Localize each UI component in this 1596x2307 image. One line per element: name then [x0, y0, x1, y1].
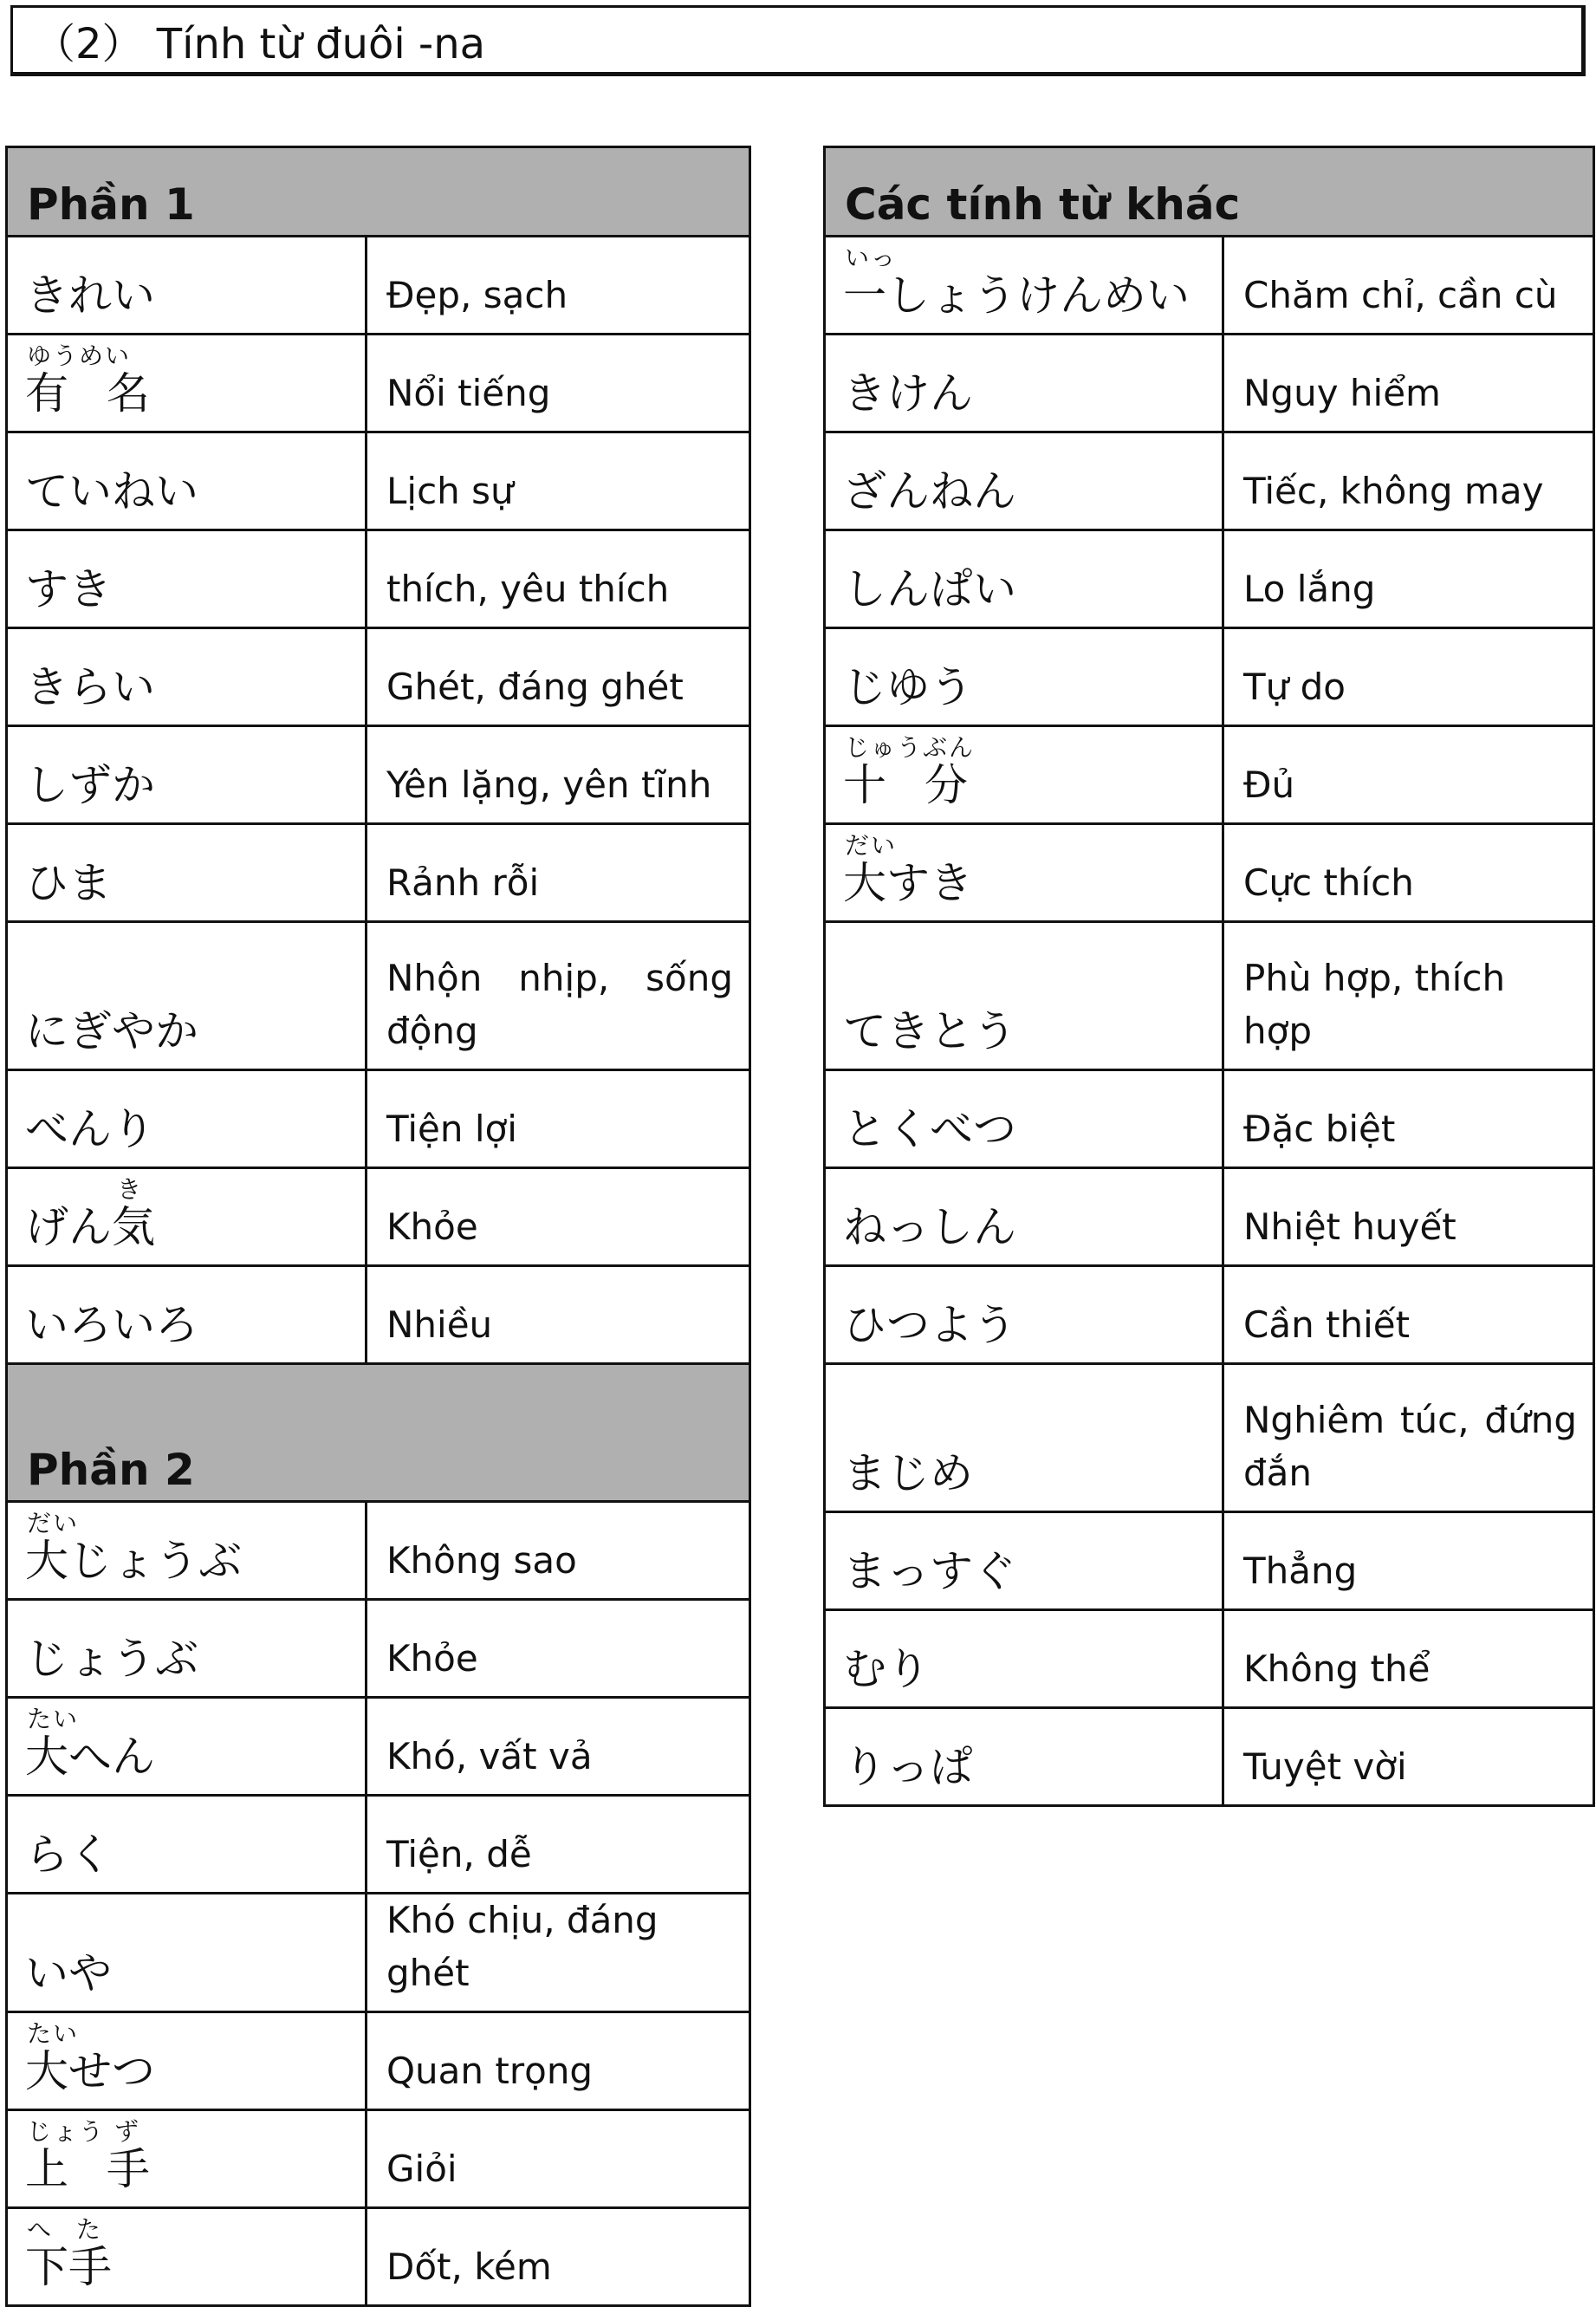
vietnamese-meaning: Đặc biệt	[1223, 1070, 1594, 1168]
kanji-word: 大じょうぶ	[25, 1536, 242, 1586]
kanji-word: 下手	[25, 2241, 112, 2292]
vietnamese-meaning: Nhiều	[367, 1266, 750, 1364]
vietnamese-meaning: Khỏe	[367, 1600, 750, 1698]
japanese-word	[7, 2207, 367, 2305]
vietnamese-meaning: Đẹp, sạch	[367, 237, 750, 335]
furigana: ゆうめい	[27, 341, 132, 370]
table-row	[825, 335, 1594, 432]
japanese-word: てきとう	[825, 922, 1223, 1070]
vietnamese-meaning: Giỏi	[367, 2109, 750, 2207]
table-row	[825, 237, 1594, 335]
japanese-word: むり	[825, 1610, 1223, 1708]
vietnamese-meaning: Cực thích	[1223, 824, 1594, 922]
japanese-word	[7, 1698, 367, 1796]
japanese-word	[825, 726, 1223, 824]
furigana: いっ	[845, 244, 898, 272]
vietnamese-meaning: thích, yêu thích	[367, 530, 750, 628]
kanji-word: 上 手	[25, 2143, 162, 2194]
vietnamese-meaning: Khỏe	[367, 1168, 750, 1266]
table-row	[7, 530, 750, 628]
table-row	[7, 922, 750, 1070]
japanese-word	[7, 1168, 367, 1266]
japanese-word: じゆう	[825, 628, 1223, 726]
table-row	[7, 1894, 750, 2012]
vietnamese-meaning: Tự do	[1223, 628, 1594, 726]
table-row	[825, 1610, 1594, 1708]
japanese-word: きらい	[7, 628, 367, 726]
japanese-word: しずか	[7, 726, 367, 824]
table-row	[825, 530, 1594, 628]
table-row	[7, 432, 750, 530]
table-row	[825, 726, 1594, 824]
vietnamese-meaning: Yên lặng, yên tĩnh	[367, 726, 750, 824]
vietnamese-meaning: Cần thiết	[1223, 1266, 1594, 1364]
vietnamese-meaning: Phù hợp, thích hợp	[1223, 922, 1594, 1070]
vietnamese-meaning: Không thể	[1223, 1610, 1594, 1708]
japanese-word: まっすぐ	[825, 1512, 1223, 1610]
table-row	[7, 1070, 750, 1168]
table-row	[7, 1168, 750, 1266]
vietnamese-meaning: Nguy hiểm	[1223, 335, 1594, 432]
japanese-word: とくべつ	[825, 1070, 1223, 1168]
kanji-word: 大せつ	[25, 2045, 155, 2096]
vietnamese-meaning: Nổi tiếng	[367, 335, 750, 432]
kanji-word: 大へん	[25, 1732, 155, 1782]
japanese-word	[825, 824, 1223, 922]
table-row	[825, 1512, 1594, 1610]
vietnamese-meaning: Quan trọng	[367, 2011, 750, 2109]
table-row	[7, 726, 750, 824]
vietnamese-meaning: Đủ	[1223, 726, 1594, 824]
japanese-word: りっぱ	[825, 1708, 1223, 1806]
section-title-text: （2） Tính từ đuôi -na	[34, 19, 486, 68]
section-heading: Phần 1	[7, 147, 750, 237]
table-row	[825, 628, 1594, 726]
japanese-word: しんぱい	[825, 530, 1223, 628]
vietnamese-meaning: Rảnh rỗi	[367, 824, 750, 922]
japanese-word: ていねい	[7, 432, 367, 530]
japanese-word: まじめ	[825, 1364, 1223, 1512]
japanese-word: らく	[7, 1796, 367, 1894]
japanese-word: ひま	[7, 824, 367, 922]
section-heading: Phần 2	[7, 1364, 750, 1502]
table-row	[825, 432, 1594, 530]
table-row	[7, 237, 750, 335]
section-title	[10, 5, 1586, 76]
furigana: じゅうぶん	[845, 733, 976, 762]
vietnamese-meaning: Lịch sự	[367, 432, 750, 530]
table-row	[825, 1364, 1594, 1512]
kanji-word: 一しょうけんめい	[843, 270, 1190, 321]
table-row	[7, 2011, 750, 2109]
furigana: たい	[27, 1705, 80, 1733]
table-row	[825, 922, 1594, 1070]
vietnamese-meaning: Không sao	[367, 1502, 750, 1600]
japanese-word: すき	[7, 530, 367, 628]
japanese-word: べんり	[7, 1070, 367, 1168]
japanese-word: きけん	[825, 335, 1223, 432]
vietnamese-meaning: Lo lắng	[1223, 530, 1594, 628]
furigana: たい	[27, 2018, 80, 2048]
furigana: だい	[845, 831, 898, 860]
table-row	[825, 1070, 1594, 1168]
vietnamese-meaning: Khó chịu, đáng ghét	[367, 1894, 750, 2012]
vietnamese-meaning: Tuyệt vời	[1223, 1708, 1594, 1806]
japanese-word: ひつよう	[825, 1266, 1223, 1364]
table-row	[7, 1796, 750, 1894]
vietnamese-meaning: Thẳng	[1223, 1512, 1594, 1610]
table-row	[7, 1600, 750, 1698]
japanese-word	[7, 2109, 367, 2207]
right-vocab-table	[823, 146, 1595, 1807]
vietnamese-meaning: Ghét, đáng ghét	[367, 628, 750, 726]
vietnamese-meaning: Nhiệt huyết	[1223, 1168, 1594, 1266]
japanese-word	[7, 2011, 367, 2109]
vietnamese-meaning: Khó, vất vả	[367, 1698, 750, 1796]
section-header-part2	[7, 1364, 750, 1502]
vietnamese-meaning: Chăm chỉ, cần cù	[1223, 237, 1594, 335]
japanese-word	[7, 335, 367, 432]
section-heading: Các tính từ khác	[825, 147, 1594, 237]
furigana: じょう ず	[27, 2116, 140, 2146]
japanese-word: いや	[7, 1894, 367, 2012]
vietnamese-meaning: Nhộn nhịp, sống động	[367, 922, 750, 1070]
vietnamese-meaning: Tiếc, không may	[1223, 432, 1594, 530]
table-row	[7, 1698, 750, 1796]
japanese-word: ざんねん	[825, 432, 1223, 530]
japanese-word: ねっしん	[825, 1168, 1223, 1266]
kanji-word: げん気	[25, 1202, 155, 1252]
left-vocab-table	[5, 146, 751, 2307]
japanese-word: きれい	[7, 237, 367, 335]
table-row	[825, 824, 1594, 922]
table-row	[7, 1266, 750, 1364]
furigana: だい	[27, 1509, 80, 1537]
vietnamese-meaning: Dốt, kém	[367, 2207, 750, 2305]
kanji-word: 十 分	[843, 760, 980, 810]
table-row	[825, 1168, 1594, 1266]
table-row	[7, 2207, 750, 2305]
kanji-word: 大すき	[843, 858, 973, 908]
section-header-part1	[7, 147, 750, 237]
table-row	[7, 628, 750, 726]
japanese-word	[825, 237, 1223, 335]
vietnamese-meaning: Tiện, dễ	[367, 1796, 750, 1894]
furigana: き	[117, 1175, 144, 1204]
japanese-word	[7, 1502, 367, 1600]
table-row	[7, 2109, 750, 2207]
kanji-word: 有 名	[25, 368, 162, 419]
table-row	[7, 1502, 750, 1600]
section-header-other	[825, 147, 1594, 237]
vietnamese-meaning: Nghiêm túc, đứng đắn	[1223, 1364, 1594, 1512]
vietnamese-meaning: Tiện lợi	[367, 1070, 750, 1168]
japanese-word: いろいろ	[7, 1266, 367, 1364]
table-row	[7, 824, 750, 922]
table-row	[825, 1266, 1594, 1364]
table-row	[825, 1708, 1594, 1806]
table-row	[7, 335, 750, 432]
japanese-word: にぎやか	[7, 922, 367, 1070]
japanese-word: じょうぶ	[7, 1600, 367, 1698]
furigana: へ た	[27, 2214, 109, 2244]
